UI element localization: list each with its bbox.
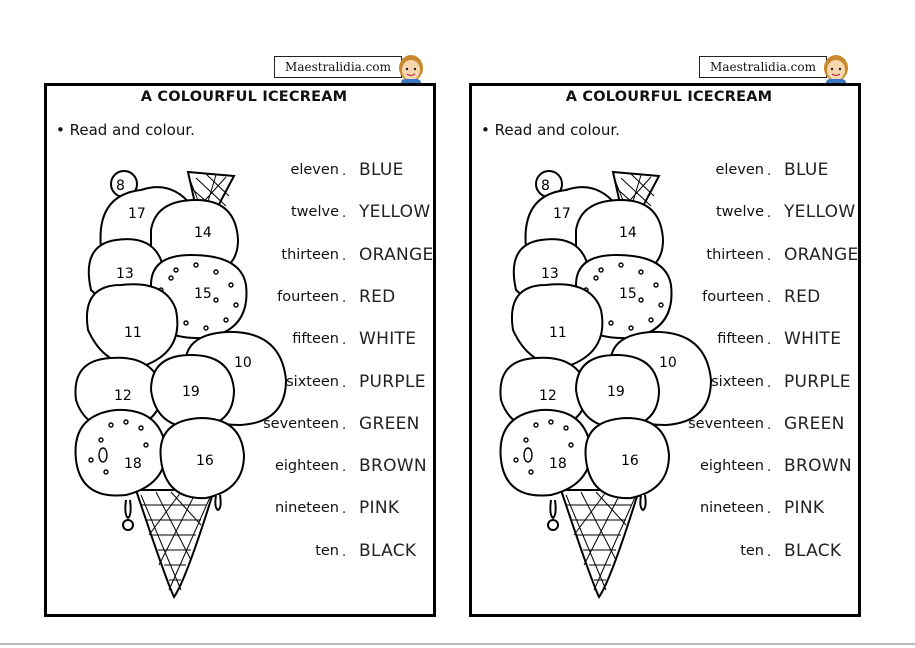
separator-dot: .	[767, 544, 772, 560]
scoop-number: 19	[182, 384, 200, 400]
scoop-number: 11	[124, 325, 142, 341]
colour-word: YELLOW	[359, 202, 431, 223]
list-item	[254, 498, 444, 520]
separator-dot: .	[342, 544, 347, 560]
number-word: sixteen	[711, 373, 764, 390]
list-item	[254, 202, 444, 224]
colour-word: BLACK	[784, 540, 842, 561]
separator-dot: .	[342, 206, 347, 222]
separator-dot: .	[342, 164, 347, 179]
colour-word: PURPLE	[359, 371, 426, 392]
number-word: nineteen	[699, 500, 764, 517]
separator-dot: .	[767, 290, 772, 306]
list-item	[254, 245, 444, 267]
list-item	[254, 372, 444, 394]
site-label: Maestralidia.com	[699, 56, 827, 78]
colour-word: BROWN	[359, 456, 427, 477]
number-word: eighteen	[274, 458, 339, 475]
scoop-number: 14	[619, 225, 637, 241]
scoop-number: 18	[549, 456, 567, 472]
number-word: fourteen	[277, 288, 339, 305]
separator-dot: .	[767, 460, 772, 476]
list-item	[679, 414, 869, 436]
list-item	[254, 160, 444, 182]
list-item	[679, 456, 869, 478]
colour-word: PINK	[784, 498, 825, 519]
separator-dot: .	[342, 375, 347, 391]
worksheet-right	[469, 0, 869, 648]
instruction: • Read and colour.	[56, 121, 195, 139]
number-word: seventeen	[263, 415, 339, 432]
list-item	[254, 456, 444, 478]
separator-dot: .	[767, 502, 772, 518]
colour-word: RED	[784, 286, 821, 307]
scoop-number: 16	[196, 453, 214, 469]
separator-dot: .	[767, 248, 772, 264]
page-bottom-divider	[0, 643, 915, 645]
list-item	[679, 498, 869, 520]
list-item	[254, 329, 444, 351]
number-word: twelve	[716, 204, 764, 221]
number-word: eighteen	[699, 458, 764, 475]
scoop-number: 18	[124, 456, 142, 472]
separator-dot: .	[342, 290, 347, 306]
separator-dot: .	[767, 333, 772, 349]
separator-dot: .	[342, 502, 347, 518]
separator-dot: .	[767, 206, 772, 222]
list-item	[679, 202, 869, 224]
separator-dot: .	[342, 417, 347, 433]
site-label: Maestralidia.com	[274, 56, 402, 78]
separator-dot: .	[342, 460, 347, 476]
separator-dot: .	[767, 164, 772, 179]
colour-word: BROWN	[784, 456, 852, 477]
number-word: fifteen	[292, 331, 339, 348]
svg-text:8: 8	[541, 178, 550, 194]
scoop-number: 16	[621, 453, 639, 469]
list-item	[254, 541, 444, 563]
number-word: sixteen	[286, 373, 339, 390]
scoop-number: 14	[194, 225, 212, 241]
list-item	[254, 287, 444, 309]
number-word: thirteen	[706, 246, 764, 263]
number-word: ten	[740, 542, 764, 559]
colour-word: PINK	[359, 498, 400, 519]
number-word: ten	[315, 542, 339, 559]
number-word: eleven	[290, 162, 339, 178]
colour-word: GREEN	[359, 413, 420, 434]
scoop-number: 17	[128, 206, 146, 222]
colour-word: YELLOW	[784, 202, 856, 223]
separator-dot: .	[342, 333, 347, 349]
list-item	[679, 160, 869, 182]
scoop-number: 10	[234, 355, 252, 371]
scoop-number: 13	[541, 266, 559, 282]
cone-icon	[561, 490, 639, 597]
scoop-number: 10	[659, 355, 677, 371]
separator-dot: .	[767, 375, 772, 391]
scoop-number: 12	[114, 388, 132, 404]
list-item	[679, 245, 869, 267]
number-word: twelve	[291, 204, 339, 221]
worksheet-left	[44, 0, 444, 648]
colour-word: ORANGE	[784, 244, 859, 265]
instruction: • Read and colour.	[481, 121, 620, 139]
scoop-number: 15	[194, 286, 212, 302]
colour-word: BLUE	[359, 160, 404, 180]
svg-text:8: 8	[116, 178, 125, 194]
worksheet-title: A COLOURFUL ICECREAM	[565, 89, 773, 105]
cone-icon	[136, 490, 214, 597]
scoop-number: 17	[553, 206, 571, 222]
scoop-number: 15	[619, 286, 637, 302]
number-word: thirteen	[281, 246, 339, 263]
colour-word: BLACK	[359, 540, 417, 561]
worksheet-title: A COLOURFUL ICECREAM	[140, 89, 348, 105]
scoop-number: 13	[116, 266, 134, 282]
list-item	[679, 541, 869, 563]
scoop-number: 11	[549, 325, 567, 341]
list-item	[679, 287, 869, 309]
number-word: nineteen	[274, 500, 339, 517]
colour-word: BLUE	[784, 160, 829, 180]
colour-word: ORANGE	[359, 244, 434, 265]
colour-word: WHITE	[784, 329, 842, 350]
list-item	[254, 414, 444, 436]
number-word: fourteen	[702, 288, 764, 305]
colour-word: PURPLE	[784, 371, 851, 392]
colour-word: RED	[359, 286, 396, 307]
number-word: fifteen	[717, 331, 764, 348]
list-item	[679, 372, 869, 394]
number-word: eleven	[715, 162, 764, 178]
number-word: seventeen	[688, 415, 764, 432]
list-item	[679, 329, 869, 351]
colour-word: GREEN	[784, 413, 845, 434]
scoop-number: 12	[539, 388, 557, 404]
scoop-number: 19	[607, 384, 625, 400]
colour-word: WHITE	[359, 329, 417, 350]
separator-dot: .	[342, 248, 347, 264]
separator-dot: .	[767, 417, 772, 433]
